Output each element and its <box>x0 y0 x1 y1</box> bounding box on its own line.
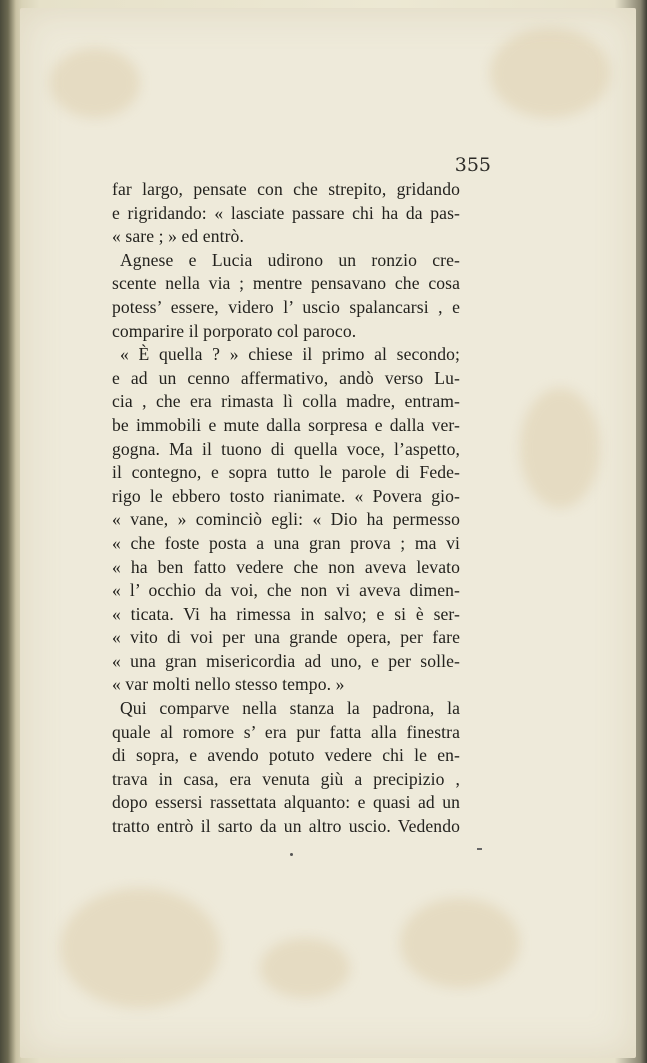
text-line: tratto entrò il sarto da un altro uscio. Vedendo <box>112 816 460 837</box>
text-line: e ad un cenno affermativo, andò verso Lu- <box>112 367 460 388</box>
text-line: gogna. Ma il tuono di quella voce, l’aspetto, <box>112 438 460 459</box>
foxing-stain <box>50 48 140 118</box>
ink-speck <box>290 853 293 856</box>
text-line: be immobili e mute dalla sorpresa e dalla ver- <box>112 414 460 435</box>
text-line: « ticata. Vi ha rimessa in salvo; e si è ser- <box>112 603 460 624</box>
text-line: Qui comparve nella stanza la padrona, la <box>120 698 460 719</box>
text-line: dopo essersi rassettata alquanto: e quasi ad un <box>112 792 460 813</box>
text-line: di sopra, e avendo potuto vedere chi le en- <box>112 745 460 766</box>
text-line: « che foste posta a una gran prova ; ma vi <box>112 532 460 553</box>
text-line: « l’ occhio da voi, che non vi aveva dimen- <box>112 580 460 601</box>
text-line: scente nella via ; mentre pensavano che cosa <box>112 273 460 294</box>
text-line: comparire il porporato col paroco. <box>112 320 357 341</box>
body-text <box>112 178 460 839</box>
text-line: rigo le ebbero tosto rianimate. « Povera gio- <box>112 485 460 506</box>
foxing-stain <box>490 28 610 118</box>
text-line: « una gran misericordia ad uno, e per solle- <box>112 650 460 671</box>
text-line: e rigridando: « lasciate passare chi ha da pas- <box>112 202 460 223</box>
text-line: « vane, » cominciò egli: « Dio ha permesso <box>112 509 460 530</box>
foxing-stain <box>400 898 520 988</box>
text-line: « vito di voi per una grande opera, per fare <box>112 627 460 648</box>
text-line: Agnese e Lucia udirono un ronzio cre- <box>120 249 460 270</box>
page-number: 355 <box>454 154 491 176</box>
text-line: potess’ essere, videro l’ uscio spalancarsi , e <box>112 296 460 317</box>
text-line: cia , che era rimasta lì colla madre, entram- <box>112 391 460 412</box>
text-line: « sare ; » ed entrò. <box>112 226 244 247</box>
foxing-stain <box>60 888 220 1008</box>
text-line: trava in casa, era venuta giù a precipizio , <box>112 768 460 789</box>
text-line: quale al romore s’ era pur fatta alla finestra <box>112 721 460 742</box>
ink-speck <box>477 848 482 850</box>
foxing-stain <box>520 388 600 508</box>
foxing-stain <box>260 938 350 998</box>
text-line: far largo, pensate con che strepito, gridando <box>112 179 460 199</box>
text-line: il contegno, e sopra tutto le parole di Fede- <box>112 462 460 483</box>
text-line: « var molti nello stesso tempo. » <box>112 674 345 695</box>
text-line: « È quella ? » chiese il primo al secondo; <box>120 344 460 365</box>
text-line: « ha ben fatto vedere che non aveva levato <box>112 556 460 577</box>
